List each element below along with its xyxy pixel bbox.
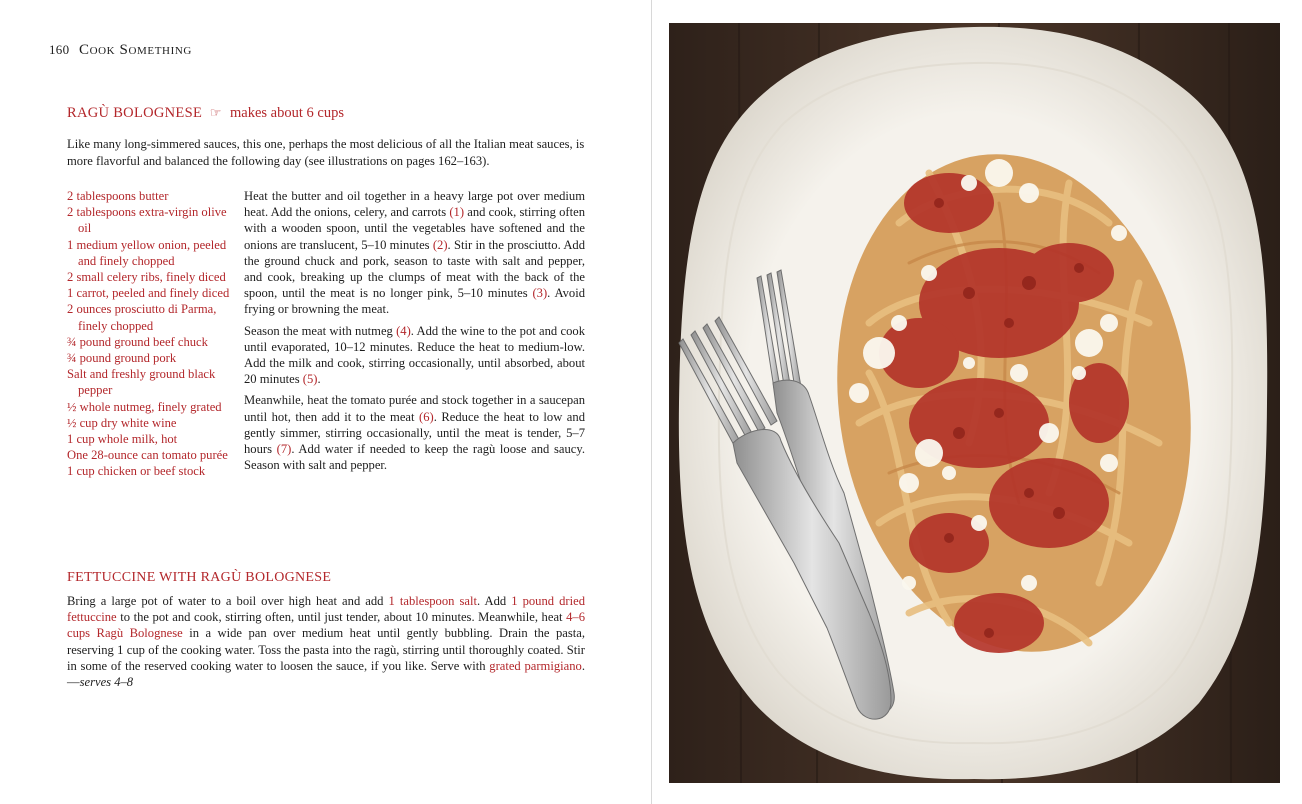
- step-text: . Stir in the prosciutto. Add the ground chuck and pork, season to taste with salt and pepper, and cook, breaking up the clumps of meat with the back of the spoon, until the meat is no longer pink, 5–10 minutes: [244, 237, 586, 301]
- ingredient-item: 1 carrot, peeled and finely diced: [67, 286, 230, 301]
- step-text: . Add the wine to the pot and cook until evaporated, 10–12 minutes. Reduce the heat to medium-low. Add the milk and cook, stirring occasionally, until absorbed, about 20 minutes: [244, 323, 585, 387]
- ingredient-item: 1 cup whole milk, hot: [67, 432, 178, 447]
- ingredient-ref: grated parmigiano: [489, 658, 582, 673]
- body-text: Bring a large pot of water to a boil over high heat and add: [67, 594, 389, 608]
- recipe-title: RAGÙ BOLOGNESE: [67, 105, 203, 121]
- ingredient-ref: 1 tablespoon salt: [388, 594, 477, 608]
- serving-size: serves 4–8: [79, 675, 134, 690]
- ingredient-item: 2 tablespoons butter: [67, 189, 169, 203]
- illustration-ref: (1): [449, 205, 465, 220]
- method-step-1: [244, 188, 585, 318]
- step-text: and cook, stirring often with a wooden spoon, until the vegetables have softened and the onions are translucent, 5–10 minutes: [244, 205, 585, 252]
- ingredient-item: 2 tablespoons extra-virgin olive oil: [67, 205, 227, 236]
- ingredient-item: 1 medium yellow onion, peeled and finely chopped: [67, 237, 227, 268]
- step-text: . Avoid frying or browning the meat.: [244, 286, 585, 317]
- variation-body: [67, 593, 585, 690]
- illustration-ref: (3): [532, 286, 548, 301]
- method: [244, 188, 585, 478]
- method-step-3: [244, 392, 585, 473]
- method-step-2: [244, 323, 585, 388]
- ingredient-ref: 4–6 cups Ragù Bolognese: [67, 610, 585, 641]
- ingredient-item: ¾ pound ground pork: [67, 351, 177, 366]
- ingredient-item: 2 ounces prosciutto di Parma, finely chopped: [67, 302, 217, 333]
- step-text: .: [317, 372, 321, 387]
- illustration-ref: (6): [419, 409, 434, 424]
- illustration-ref: (5): [302, 372, 318, 387]
- illustration-ref: (4): [396, 323, 411, 338]
- body-text: .—: [67, 658, 585, 690]
- step-text: . Add water if needed to keep the ragù loose and saucy. Season with salt and pepper.: [244, 442, 585, 473]
- illustration-ref: (7): [276, 442, 292, 457]
- ingredient-item: One 28-ounce can tomato purée: [67, 448, 228, 463]
- recipe-intro: Like many long-simmered sauces, this one, perhaps the most delicious of all the Italian meat sauces, is more flavorful and balanced the following day (see illustrations on pages 162–163).: [67, 137, 585, 168]
- ingredient-item: ½ whole nutmeg, finely grated: [67, 399, 222, 414]
- section-title: Cook Something: [78, 42, 192, 58]
- running-head: [49, 42, 192, 59]
- recipe-yield: makes about 6 cups: [230, 105, 344, 121]
- body-text: to the pot and cook, stirring often, until just tender, about 10 minutes. Meanwhile, heat: [116, 610, 567, 625]
- fettuccine-with-ragu-photo: [669, 23, 1280, 783]
- ingredient-item: ½ cup dry white wine: [67, 415, 177, 430]
- step-text: Heat the butter and oil together in a heavy large pot over medium heat. Add the onions, celery, and carrots: [244, 189, 585, 220]
- body-text: in a wide pan over medium heat until gently bubbling. Drain the pasta, reserving 1 cup of the cooking water. Toss the pasta into the ragù, stirring until thoroughly coated. Stir in some of the reserved cooking water to loosen the sauce, if you like. Serve with: [67, 626, 586, 673]
- step-text: Season the meat with nutmeg: [244, 323, 397, 338]
- ingredient-item: 2 small celery ribs, finely diced: [67, 270, 226, 285]
- pointing-hand-icon: ☞: [209, 105, 222, 120]
- ingredient-item: Salt and freshly ground black pepper: [67, 367, 216, 398]
- ingredient-item: 1 cup chicken or beef stock: [67, 464, 206, 479]
- ingredient-ref: 1 pound dried fettuccine: [67, 594, 585, 625]
- variation-title: FETTUCCINE WITH RAGÙ BOLOGNESE: [67, 570, 332, 585]
- ingredient-item: ¾ pound ground beef chuck: [67, 334, 208, 349]
- recipe-heading: [67, 105, 344, 122]
- illustration-ref: (2): [432, 237, 448, 252]
- body-text: . Add: [476, 594, 512, 608]
- step-text: . Reduce the heat to low and gently simmer, stirring occasionally, until the meat is tender, 5–7 hours: [244, 409, 585, 457]
- page-number: 160: [49, 42, 70, 57]
- step-text: Meanwhile, heat the tomato purée and stock together in a saucepan until hot, then add it to the meat: [244, 393, 585, 424]
- ingredient-list: [67, 188, 235, 480]
- left-page: [0, 0, 650, 804]
